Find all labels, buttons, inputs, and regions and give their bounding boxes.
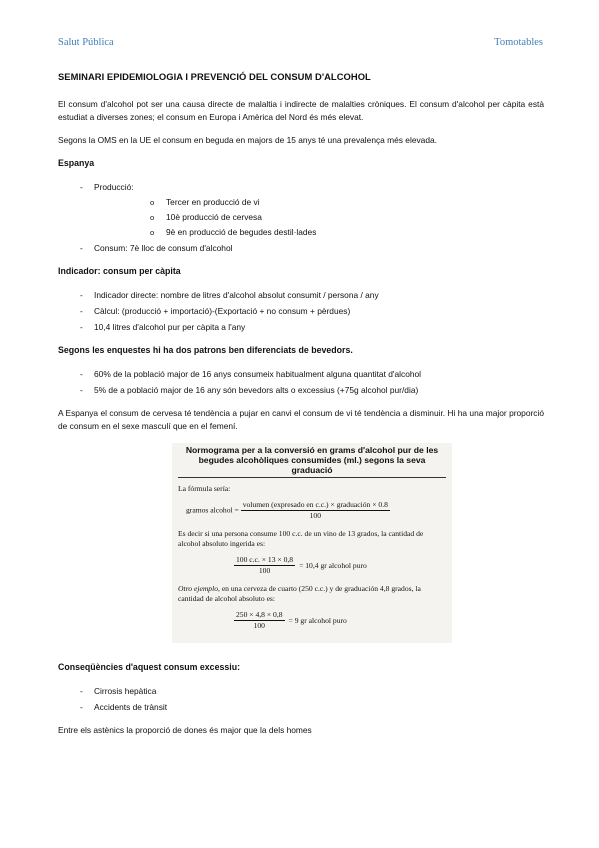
document-title: SEMINARI EPIDEMIOLOGIA I PREVENCIÓ DEL CONSUM D'ALCOHOL (58, 71, 371, 82)
example-2-calc (234, 610, 446, 631)
produccio-sublist (94, 196, 544, 239)
example-1-fraction (234, 555, 295, 576)
formula-label: La fórmula sería: (178, 484, 231, 493)
example-2-lead: Otro ejemplo, (178, 584, 220, 593)
normogram-figure (172, 443, 452, 643)
example-2-body: en una cerveza de cuarto (250 c.c.) y de graduación 4,8 grados, la cantidad de alcohol absoluto es: (178, 584, 421, 603)
list-item: - Consum: 7è lloc de consum d'alcohol (58, 242, 544, 255)
example-2-fraction (234, 610, 285, 631)
formula-lhs: gramos alcohol = (186, 505, 239, 515)
example-1-result: = 10,4 gr alcohol puro (299, 560, 367, 570)
enquestes-heading: Segons les enquestes hi ha dos patrons ben diferenciats de bevedors. (58, 345, 353, 355)
list-item: - 5% de a població major de 16 any són bevedors alts o excessius (+75g alcohol pur/dia) (58, 384, 544, 397)
example-1-calc (234, 555, 446, 576)
produccio-label: Producció: (94, 182, 134, 192)
sub-list-item: o 10è producció de cervesa (94, 211, 544, 224)
consequencies-list (58, 685, 544, 714)
sub-list-item: o Tercer en producció de vi (94, 196, 544, 209)
header-brand: Tomotables (494, 37, 543, 48)
indicador-heading: Indicador: consum per càpita (58, 266, 181, 276)
indicador-list (58, 289, 544, 334)
example-1-text: Es decir si una persona consume 100 c.c. de un vino de 13 grados, la cantidad de alcohol absoluto ingerida es: (178, 529, 424, 548)
espanya-heading: Espanya (58, 158, 95, 168)
closing-paragraph: Entre els astènics la proporció de dones és major que la dels homes (58, 725, 312, 735)
formula (186, 500, 446, 521)
list-item: - 10,4 litres d'alcohol pur per càpita a l'any (58, 321, 544, 334)
list-item (58, 181, 544, 239)
header-subject: Salut Pública (58, 37, 114, 48)
list-item: - Indicador directe: nombre de litres d'alcohol absolut consumit / persona / any (58, 289, 544, 302)
oms-paragraph: Segons la OMS en la UE el consum en beguda en majors de 15 anys té una prevalença més elevada. (58, 135, 437, 145)
enquestes-list (58, 368, 544, 397)
formula-denominator: 100 (309, 511, 321, 520)
sub-list-item: o 9è en producció de begudes destil·lades (94, 226, 544, 239)
list-item: - Cirrosis hepàtica (58, 685, 544, 698)
formula-numerator: volumen (expresado en c.c.) × graduación × 0.8 (242, 500, 388, 509)
consequencies-heading: Conseqüències d'aquest consum excessiu: (58, 662, 240, 672)
example-2-text (178, 584, 446, 604)
intro-paragraph: El consum d'alcohol pot ser una causa directe de malaltia i indirecte de malalties cròniques. El consum d'alcohol per càpita està estudiat a diverses zones; el consum en Europa i Amèrica del Nord és més elevat. (58, 99, 544, 122)
list-item: - Càlcul: (producció + importació)-(Exportació + no consum + pèrdues) (58, 305, 544, 318)
example-2-denominator: 100 (253, 621, 265, 630)
list-item: - Accidents de trànsit (58, 701, 544, 714)
page-header (58, 37, 543, 48)
list-item: - 60% de la població major de 16 anys consumeix habitualment alguna quantitat d'alcohol (58, 368, 544, 381)
espanya-list (58, 181, 544, 255)
example-1-denominator: 100 (258, 566, 271, 575)
example-1-numerator: 100 c.c. × 13 × 0,8 (236, 555, 294, 564)
formula-fraction (241, 500, 390, 521)
example-2-numerator: 250 × 4,8 × 0,8 (236, 610, 283, 619)
cervesa-paragraph: A Espanya el consum de cervesa té tendència a pujar en canvi el consum de vi té tendència a disminuir. Hi ha una major proporció de consum en el sexe masculí que en el femení. (58, 408, 544, 431)
figure-title: Normograma per a la conversió en grams d'alcohol pur de les begudes alcohòliques consumides (ml.) segons la seva graduació (178, 445, 446, 478)
example-2-result: = 9 gr alcohol puro (288, 615, 347, 625)
document-body (58, 70, 544, 747)
